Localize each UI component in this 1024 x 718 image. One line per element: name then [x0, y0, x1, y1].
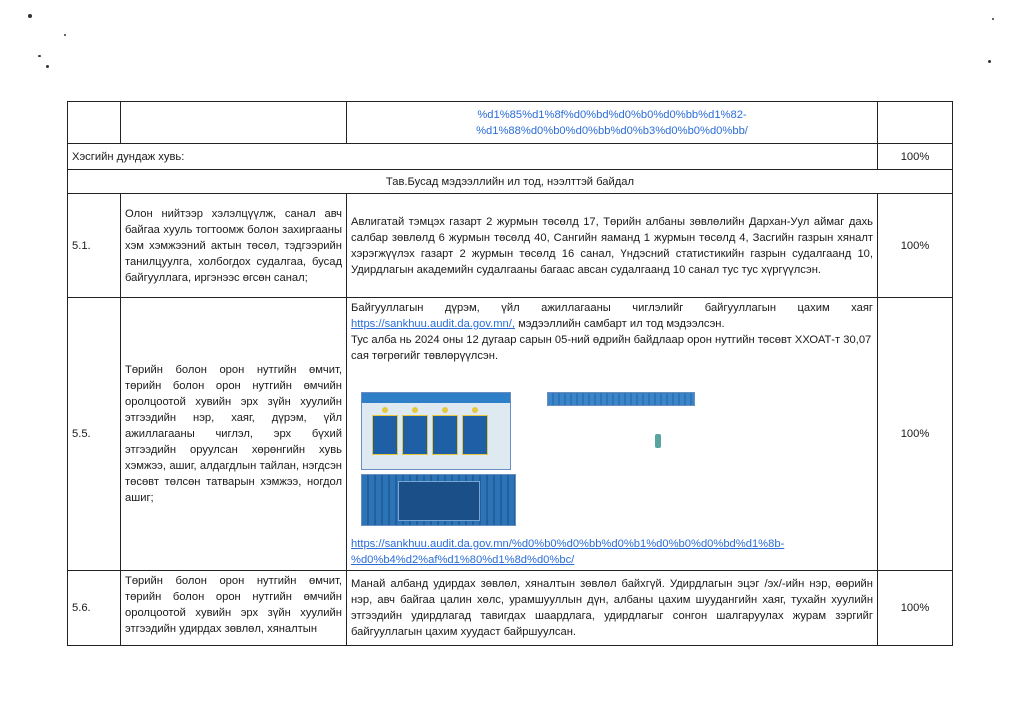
row-number: 5.1.: [68, 194, 121, 298]
info-cell: [347, 102, 878, 144]
num-cell: [68, 102, 121, 144]
row-description: Төрийн болон орон нутгийн өмчит, төрийн болон орон нутгийн өмчийн оролцоотой хувийн эрх зүйн хуулийн этгээдийн нэр, хаяг, дүрэм, үйл ажиллагааны чиглэл, эрх бүхий этгээдийн оруулсан хөрөнгийн хувь хэмжээ, ашиг, алдагдлын тайлан, нэгдсэн төсөвт төлсөн татварын хэмжээ, ногдол ашиг;: [121, 298, 347, 571]
website-screenshot: [361, 392, 511, 470]
section-average-value: 100%: [878, 144, 953, 170]
scan-speck: [988, 60, 991, 63]
row-info: [347, 298, 878, 571]
row-percent: 100%: [878, 571, 953, 646]
section-title-row: [68, 170, 953, 194]
row-info: Манай албанд удирдах зөвлөл, хяналтын зөвлөл байхгүй. Удирдлагын эцэг /эх/-ийн нэр, өөрийн нэр, авч байгаа цалин хөлс, урамшууллын дүн, албаны цахим шуудангийн хаяг, тухайн хуулийн этгээдийн удирдлагад тавигдах шаардлага, удирдлагыг сонгон шалгаруулах журам зэргийг байгууллагын цахим хуудаст байршуулсан.: [347, 571, 878, 646]
table-row: [68, 571, 953, 646]
desc-cell: [121, 102, 347, 144]
url-line[interactable]: %d1%88%d0%b0%d0%bb%d0%b3%d0%b0%d0%bb/: [476, 124, 748, 137]
scan-speck: [28, 14, 32, 18]
row-number: 5.5.: [68, 298, 121, 571]
table-row: [68, 194, 953, 298]
row-percent: 100%: [878, 298, 953, 571]
scan-speck: [992, 18, 994, 20]
website-screenshot: [361, 474, 516, 526]
scan-speck: [64, 34, 66, 36]
info-paragraph: Тус алба нь 2024 оны 12 дугаар сарын 05-ний өдрийн байдлаар орон нутгийн төсөвт ХХОАТ-т 30,07 сая төгрөгийг төвлөрүүлсэн.: [351, 334, 872, 362]
section-title: Тав.Бусад мэдээллийн ил тод, нээлттэй байдал: [68, 170, 953, 194]
row-description: Төрийн болон орон нутгийн өмчит, төрийн болон орон нутгийн өмчийн оролцоотой хувийн эрх зүйн хуулийн этгээдийн удирдах зөвлөл, хяналтын: [121, 571, 347, 646]
url-line[interactable]: %d1%85%d1%8f%d0%bd%d0%b0%d0%bb%d1%82-: [477, 108, 747, 121]
table-row: [68, 298, 953, 571]
report-table: [67, 101, 953, 646]
scan-speck: [46, 65, 49, 68]
section-average-row: [68, 144, 953, 170]
section-average-label: Хэсгийн дундаж хувь:: [68, 144, 878, 170]
scan-speck: [38, 55, 41, 57]
row-info: Авлигатай тэмцэх газарт 2 журмын төсөлд 17, Төрийн албаны зөвлөлийн Дархан-Уул аймаг дахь салбар зөвлөлд 6 журмын төсөлд 40, Сангийн яаманд 1 журмын төсөлд 4, Засгийн газрын хяналт хэрэгжүүлэх газарт 2 журмын төсөлд 16 санал, Үндэсний статистикийн газрын судалгаанд 10, Удирдлагын академийн судалгааны багаас авсан судалгаанд 10 санал тус тус хүргүүлсэн.: [347, 194, 878, 298]
url-line[interactable]: https://sankhuu.audit.da.gov.mn/%d0%b0%d0%bb%d0%b1%d0%b0%d0%bd%d1%8b-: [351, 538, 785, 550]
website-link[interactable]: https://sankhuu.audit.da.gov.mn/,: [351, 318, 515, 330]
pct-cell: [878, 102, 953, 144]
row-description: Олон нийтээр хэлэлцүүлж, санал авч байгаа хууль тогтоомж болон захиргааны хэм хэмжээний актын төсөл, тэдгээрийн танилцуулга, холбогдох судалгаа, бусад байгууллага, иргэнээс өгсөн санал;: [121, 194, 347, 298]
row-number: 5.6.: [68, 571, 121, 646]
screenshot-group: [351, 376, 873, 536]
row-percent: 100%: [878, 194, 953, 298]
website-screenshot: [547, 392, 695, 406]
url-line[interactable]: %d0%b4%d2%af%d1%80%d1%8d%d0%bc/: [351, 554, 575, 566]
website-screenshot: [655, 434, 661, 448]
info-paragraph: Байгууллагын дүрэм, үйл ажиллагааны чиглэлийг байгууллагын цахим хаяг https://sankhuu.audit.da.gov.mn/, мэдээллийн самбарт ил тод мэдээлсэн.: [351, 302, 873, 330]
table-row: [68, 102, 953, 144]
